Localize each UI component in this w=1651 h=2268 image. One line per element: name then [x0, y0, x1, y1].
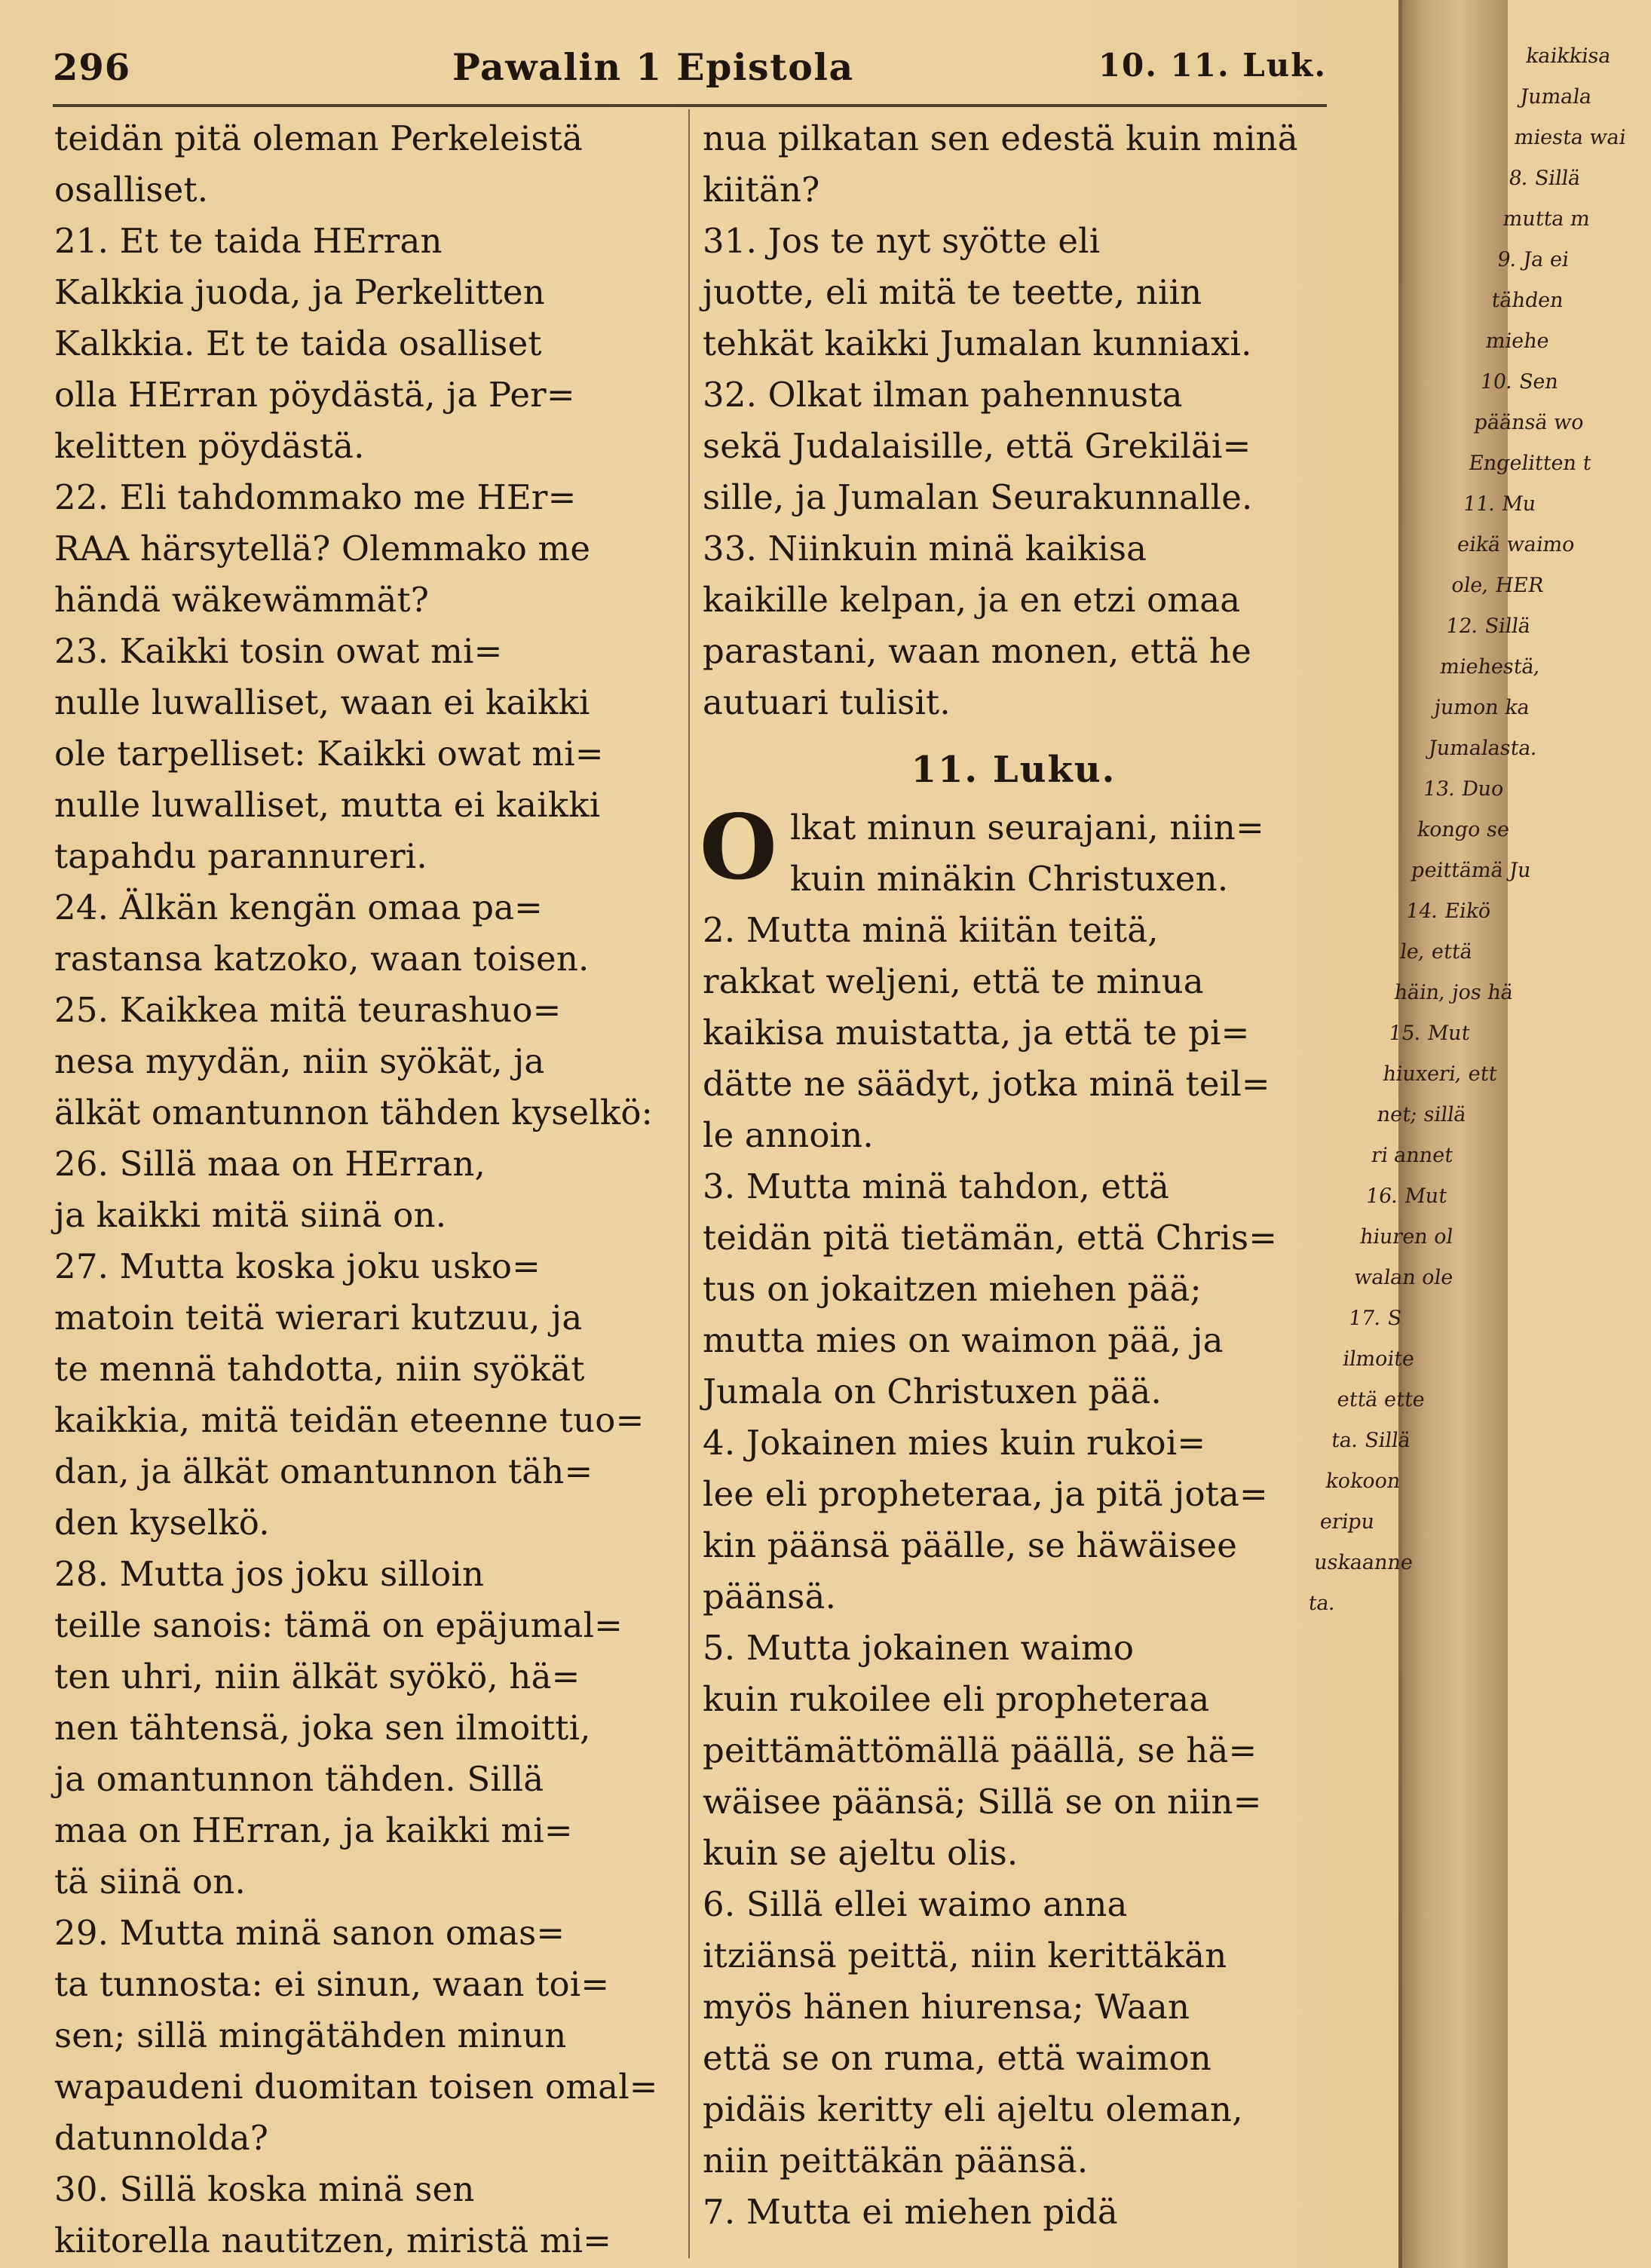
text-line-indented: kuin minäkin Christuxen.: [790, 859, 1229, 899]
text-line: 3. Mutta minä tahdon, että: [703, 1166, 1169, 1206]
text-line: Kalkkia juoda, ja Perkelitten: [54, 272, 545, 312]
text-line: autuari tulisit.: [703, 682, 951, 722]
text-line: ja kaikki mitä siinä on.: [54, 1195, 447, 1235]
facing-page-fragment: häin, jos hä: [1392, 981, 1515, 1004]
facing-page-fragment: net; sillä: [1375, 1103, 1468, 1126]
text-line: 32. Olkat ilman pahennusta: [703, 375, 1183, 415]
text-line: olla HErran pöydästä, ja Per=: [54, 375, 575, 415]
text-line: kiitorella nautitzen, miristä mi=: [54, 2220, 612, 2260]
page-number: 296: [53, 47, 131, 89]
facing-page-fragment: mutta m: [1501, 207, 1592, 231]
facing-page-fragment: hiuxeri, ett: [1381, 1062, 1499, 1086]
text-line: 2. Mutta minä kiitän teitä,: [703, 910, 1159, 950]
text-line: kiitän?: [703, 170, 820, 210]
page-header: [53, 47, 1327, 101]
facing-page-fragment: 17. S: [1346, 1307, 1404, 1330]
text-line: ta tunnosta: ei sinun, waan toi=: [54, 1964, 610, 2004]
text-line: nen tähtensä, joka sen ilmoitti,: [54, 1708, 591, 1748]
text-line: tapahdu parannureri.: [54, 836, 427, 876]
text-line: 31. Jos te nyt syötte eli: [703, 221, 1101, 261]
header-rule: [53, 104, 1327, 107]
text-line: dätte ne säädyt, jotka minä teil=: [703, 1064, 1270, 1104]
facing-page-fragment: tähden: [1490, 289, 1565, 312]
text-line: älkät omantunnon tähden kyselkö:: [54, 1093, 654, 1132]
facing-page-fragment: 13. Duo: [1421, 777, 1506, 801]
column-divider: [688, 109, 690, 2258]
text-line: nua pilkatan sen edestä kuin minä: [703, 118, 1298, 158]
text-line: datunnolda?: [54, 2118, 269, 2158]
facing-page-fragment: ole, HER: [1450, 574, 1545, 597]
facing-page-fragment: päänsä wo: [1472, 411, 1585, 434]
text-line: händä wäkewämmät?: [54, 580, 430, 620]
text-line: peittämättömällä päällä, se hä=: [703, 1730, 1257, 1770]
text-line: lee eli propheteraa, ja pitä jota=: [703, 1474, 1268, 1514]
text-line: lkat minun seurajani, niin=: [790, 808, 1264, 847]
text-line: le annoin.: [703, 1115, 874, 1155]
text-line: Kalkkia. Et te taida osalliset: [54, 323, 542, 363]
text-line: niin peittäkän päänsä.: [703, 2141, 1089, 2181]
text-line: teille sanois: tämä on epäjumal=: [54, 1605, 623, 1645]
facing-page-fragment: kaikkisa: [1524, 44, 1613, 68]
facing-page-fragment: ta.: [1306, 1592, 1337, 1615]
facing-page-fragment: 10. Sen: [1478, 370, 1561, 394]
facing-page-fragment: Engelitten t: [1467, 452, 1593, 475]
facing-page-fragment: 12. Sillä: [1444, 615, 1533, 638]
text-line: te mennä tahdotta, niin syökät: [54, 1349, 585, 1389]
text-line: nulle luwalliset, waan ei kaikki: [54, 682, 590, 722]
text-line: maa on HErran, ja kaikki mi=: [54, 1810, 573, 1850]
facing-page-fragment: että ette: [1335, 1388, 1427, 1411]
text-line: itziänsä peittä, niin kerittäkän: [703, 1935, 1227, 1975]
text-line: wäisee päänsä; Sillä se on niin=: [703, 1782, 1262, 1822]
facing-page-fragment: ta. Sillä: [1330, 1429, 1413, 1452]
text-line: 5. Mutta jokainen waimo: [703, 1628, 1135, 1668]
text-line: kuin rukoilee eli propheteraa: [703, 1679, 1210, 1719]
text-line: sen; sillä mingätähden minun: [54, 2015, 567, 2055]
text-line: teidän pitä tietämän, että Chris=: [703, 1218, 1278, 1258]
text-line: RAA härsytellä? Olemmako me: [54, 529, 591, 569]
text-line: juotte, eli mitä te teette, niin: [703, 272, 1202, 312]
text-line: mutta mies on waimon pää, ja: [703, 1320, 1224, 1360]
facing-page-fragment: ilmoite: [1341, 1347, 1417, 1371]
text-line: tä siinä on.: [54, 1862, 246, 1902]
facing-page-fragment: eripu: [1318, 1510, 1377, 1534]
text-line: kaikisa muistatta, ja että te pi=: [703, 1013, 1250, 1053]
facing-page-fragment: 16. Mut: [1364, 1185, 1449, 1208]
text-line: [703, 854, 1325, 905]
text-line: kaikkia, mitä teidän eteenne tuo=: [54, 1400, 645, 1440]
text-line: teidän pitä oleman Perkeleistä: [54, 118, 584, 158]
text-line: 4. Jokainen mies kuin rukoi=: [703, 1423, 1206, 1463]
chapter-heading: 11. Luku.: [911, 749, 1116, 791]
text-line: tus on jokaitzen miehen pää;: [703, 1269, 1202, 1309]
text-line: 25. Kaikkea mitä teurashuo=: [54, 990, 562, 1030]
text-line: ja omantunnon tähden. Sillä: [54, 1759, 544, 1799]
text-line: kelitten pöydästä.: [54, 426, 365, 466]
facing-page-edge: [1306, 0, 1628, 2268]
facing-page-fragment: 14. Eikö: [1404, 900, 1493, 923]
text-line: sekä Judalaisille, että Grekiläi=: [703, 426, 1251, 466]
text-line: osalliset.: [54, 170, 209, 210]
facing-page-fragment: kongo se: [1415, 818, 1512, 841]
facing-page-fragment: le, että: [1398, 940, 1475, 964]
facing-page-fragment: Jumala: [1518, 85, 1594, 109]
text-line: kaikille kelpan, ja en etzi omaa: [703, 580, 1241, 620]
text-line: 24. Älkän kengän omaa pa=: [54, 887, 544, 927]
facing-page-fragment: 9. Ja ei: [1496, 248, 1570, 271]
text-line: 27. Mutta koska joku usko=: [54, 1246, 541, 1286]
facing-page-fragment: eikä waimo: [1456, 533, 1576, 556]
text-line: ten uhri, niin älkät syökö, hä=: [54, 1657, 580, 1696]
facing-page-fragment: walan ole: [1352, 1266, 1455, 1289]
text-line: nulle luwalliset, mutta ei kaikki: [54, 785, 601, 825]
text-line: rakkat weljeni, että te minua: [703, 961, 1204, 1001]
text-line: Jumala on Christuxen pää.: [703, 1372, 1162, 1411]
text-line: rastansa katzoko, waan toisen.: [54, 939, 590, 979]
left-column: [54, 113, 672, 2266]
facing-page-fragment: peittämä Ju: [1410, 859, 1533, 882]
chapter-reference: 10. 11. Luk.: [1098, 47, 1327, 84]
text-line: päänsä.: [703, 1577, 837, 1617]
facing-page-fragment: miesta wai: [1512, 126, 1628, 149]
facing-page-fragment: miehe: [1484, 329, 1551, 353]
text-line: dan, ja älkät omantunnon täh=: [54, 1451, 593, 1491]
running-head: Pawalin 1 Epistola: [452, 45, 854, 89]
facing-page-fragment: kokoon: [1324, 1470, 1402, 1493]
text-line: kuin se ajeltu olis.: [703, 1833, 1018, 1873]
text-line: den kyselkö.: [54, 1503, 270, 1543]
text-line: 30. Sillä koska minä sen: [54, 2169, 475, 2209]
text-line: nesa myydän, niin syökät, ja: [54, 1041, 545, 1081]
text-line: 22. Eli tahdommako me HEr=: [54, 477, 577, 517]
text-line: 23. Kaikki tosin owat mi=: [54, 631, 503, 671]
dropcap-letter: O: [700, 795, 777, 900]
text-line: tehkät kaikki Jumalan kunniaxi.: [703, 323, 1252, 363]
text-line: ole tarpelliset: Kaikki owat mi=: [54, 734, 604, 774]
text-line: 29. Mutta minä sanon omas=: [54, 1913, 565, 1953]
text-line: 7. Mutta ei miehen pidä: [703, 2192, 1118, 2232]
facing-page-fragment: ri annet: [1370, 1144, 1455, 1167]
text-line: että se on ruma, että waimon: [703, 2038, 1211, 2078]
text-line: 28. Mutta jos joku silloin: [54, 1554, 485, 1594]
text-line: 21. Et te taida HErran: [54, 221, 443, 261]
text-line: pidäis keritty eli ajeltu oleman,: [703, 2089, 1243, 2129]
facing-page-fragment: uskaanne: [1313, 1551, 1415, 1574]
text-line: wapaudeni duomitan toisen omal=: [54, 2067, 658, 2107]
facing-page-fragment: jumon ka: [1432, 696, 1532, 719]
text-line: 6. Sillä ellei waimo anna: [703, 1884, 1128, 1924]
facing-page-fragment: 11. Mu: [1461, 492, 1538, 516]
facing-page-fragment: Jumalasta.: [1427, 737, 1539, 760]
text-line: 26. Sillä maa on HErran,: [54, 1144, 486, 1184]
text-line: kin päänsä päälle, se häwäisee: [703, 1525, 1238, 1565]
facing-page-fragment: 15. Mut: [1386, 1022, 1472, 1045]
text-line: 33. Niinkuin minä kaikisa: [703, 529, 1147, 569]
text-line: parastani, waan monen, että he: [703, 631, 1251, 671]
text-line: myös hänen hiurensa; Waan: [703, 1987, 1190, 2027]
text-line: matoin teitä wierari kutzuu, ja: [54, 1298, 583, 1338]
text-line: sille, ja Jumalan Seurakunnalle.: [703, 477, 1253, 517]
facing-page-fragment: hiuren ol: [1358, 1225, 1455, 1249]
right-column: [700, 113, 1325, 2238]
facing-page-fragment: 8. Sillä: [1507, 167, 1582, 190]
facing-page-fragment: miehestä,: [1438, 655, 1542, 679]
